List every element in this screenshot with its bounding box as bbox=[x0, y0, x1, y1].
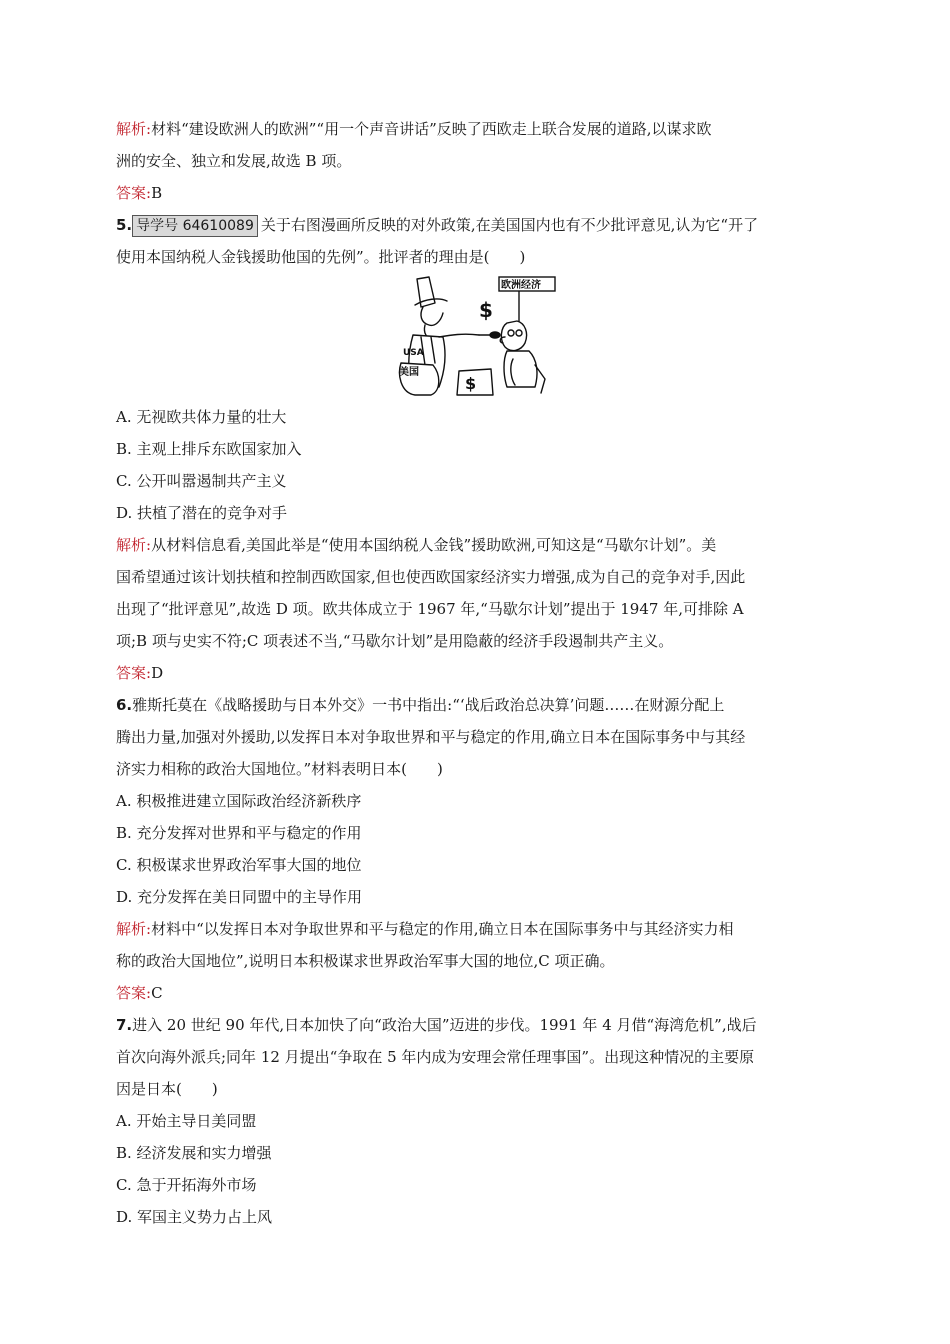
option-text: D. 充分发挥在美日同盟中的主导作用 bbox=[116, 888, 363, 906]
question-number: 7. bbox=[116, 1016, 133, 1034]
question-line bbox=[116, 1041, 836, 1073]
option-text: A. 开始主导日美同盟 bbox=[116, 1112, 257, 1130]
question-text: 进入 20 世纪 90 年代,日本加快了向“政治大国”迈进的步伐。1991 年 4 月借“海湾危机”,战后 bbox=[132, 1016, 757, 1034]
option-text: C. 积极谋求世界政治军事大国的地位 bbox=[116, 856, 362, 874]
option-text: C. 公开叫嚣遏制共产主义 bbox=[116, 472, 287, 490]
question-number: 5. bbox=[116, 216, 133, 234]
answer-label: 答案: bbox=[116, 184, 152, 202]
analysis-line bbox=[116, 625, 836, 657]
answer-option bbox=[116, 1105, 836, 1137]
question-text: 雅斯托莫在《战略援助与日本外交》一书中指出:“‘战后政治总决算’问题……在财源分配上 bbox=[132, 696, 725, 714]
cartoon-dollar-label: $ bbox=[479, 298, 493, 322]
question-line bbox=[116, 1073, 836, 1105]
analysis-label: 解析: bbox=[116, 120, 152, 138]
analysis-line bbox=[116, 913, 836, 945]
answer-option bbox=[116, 401, 836, 433]
analysis-label: 解析: bbox=[116, 536, 152, 554]
analysis-text: 从材料信息看,美国此举是“使用本国纳税人金钱”援助欧洲,可知这是“马歇尔计划”。美 bbox=[151, 536, 717, 554]
answer-option bbox=[116, 1201, 836, 1233]
question-line bbox=[116, 241, 836, 273]
analysis-line bbox=[116, 945, 836, 977]
analysis-text: 出现了“批评意见”,故选 D 项。欧共体成立于 1967 年,“马歇尔计划”提出于 1947 年,可排除 A bbox=[116, 600, 744, 618]
option-text: B. 主观上排斥东欧国家加入 bbox=[116, 440, 302, 458]
answer-option bbox=[116, 1137, 836, 1169]
cartoon-figure bbox=[395, 275, 557, 397]
answer-option bbox=[116, 785, 836, 817]
cartoon-sign-label: 欧洲经济 bbox=[501, 280, 541, 291]
answer-option bbox=[116, 465, 836, 497]
analysis-text: 材料中“以发挥日本对争取世界和平与稳定的作用,确立日本在国际事务中与其经济实力相 bbox=[151, 920, 734, 938]
answer-option bbox=[116, 817, 836, 849]
analysis-text: 材料“建设欧洲人的欧洲”“用一个声音讲话”反映了西欧走上联合发展的道路,以谋求欧 bbox=[151, 120, 712, 138]
analysis-line bbox=[116, 113, 836, 145]
figure-container bbox=[116, 273, 836, 401]
answer-line bbox=[116, 977, 836, 1009]
question-line bbox=[116, 689, 836, 721]
question-line bbox=[116, 209, 836, 241]
answer-value: C bbox=[151, 984, 163, 1002]
answer-option bbox=[116, 497, 836, 529]
question-text: 腾出力量,加强对外援助,以发挥日本对争取世界和平与稳定的作用,确立日本在国际事务中与其经 bbox=[116, 728, 746, 746]
option-text: D. 扶植了潜在的竞争对手 bbox=[116, 504, 288, 522]
analysis-text: 称的政治大国地位”,说明日本积极谋求世界政治军事大国的地位,C 项正确。 bbox=[116, 952, 615, 970]
analysis-text: 洲的安全、独立和发展,故选 B 项。 bbox=[116, 152, 352, 170]
question-line bbox=[116, 721, 836, 753]
analysis-line bbox=[116, 561, 836, 593]
option-text: A. 无视欧共体力量的壮大 bbox=[116, 408, 287, 426]
question-text: 济实力相称的政治大国地位。”材料表明日本( ) bbox=[116, 760, 443, 778]
cartoon-bag-label: 美国 bbox=[399, 367, 419, 378]
answer-label: 答案: bbox=[116, 984, 152, 1002]
answer-option bbox=[116, 1169, 836, 1201]
question-line bbox=[116, 1009, 836, 1041]
analysis-text: 国希望通过该计划扶植和控制西欧国家,但也使西欧国家经济实力增强,成为自己的竞争对手,因此 bbox=[116, 568, 746, 586]
answer-option bbox=[116, 849, 836, 881]
question-line bbox=[116, 753, 836, 785]
answer-option bbox=[116, 433, 836, 465]
question-text: 因是日本( ) bbox=[116, 1080, 218, 1098]
option-text: A. 积极推进建立国际政治经济新秩序 bbox=[116, 792, 362, 810]
answer-value: B bbox=[151, 184, 163, 202]
analysis-label: 解析: bbox=[116, 920, 152, 938]
option-text: C. 急于开拓海外市场 bbox=[116, 1176, 257, 1194]
answer-value: D bbox=[151, 664, 164, 682]
answer-option bbox=[116, 881, 836, 913]
analysis-line bbox=[116, 145, 836, 177]
analysis-line bbox=[116, 529, 836, 561]
question-text: 使用本国纳税人金钱援助他国的先例”。批评者的理由是( ) bbox=[116, 248, 526, 266]
answer-line bbox=[116, 657, 836, 689]
cartoon-bag-dollar-label: $ bbox=[465, 374, 477, 393]
answer-label: 答案: bbox=[116, 664, 152, 682]
analysis-line bbox=[116, 593, 836, 625]
guide-number-tag[interactable]: 导学号 64610089 bbox=[132, 215, 258, 237]
question-text: 关于右图漫画所反映的对外政策,在美国国内也有不少批评意见,认为它“开了 bbox=[260, 216, 759, 234]
option-text: B. 经济发展和实力增强 bbox=[116, 1144, 272, 1162]
document-content bbox=[116, 113, 836, 1233]
cartoon-usa-label: USA bbox=[403, 348, 424, 358]
answer-line bbox=[116, 177, 836, 209]
option-text: B. 充分发挥对世界和平与稳定的作用 bbox=[116, 824, 362, 842]
question-text: 首次向海外派兵;同年 12 月提出“争取在 5 年内成为安理会常任理事国”。出现这种情况的主要原 bbox=[116, 1048, 755, 1066]
question-number: 6. bbox=[116, 696, 133, 714]
option-text: D. 军国主义势力占上风 bbox=[116, 1208, 273, 1226]
analysis-text: 项;B 项与史实不符;C 项表述不当,“马歇尔计划”是用隐蔽的经济手段遏制共产主义。 bbox=[116, 632, 674, 650]
